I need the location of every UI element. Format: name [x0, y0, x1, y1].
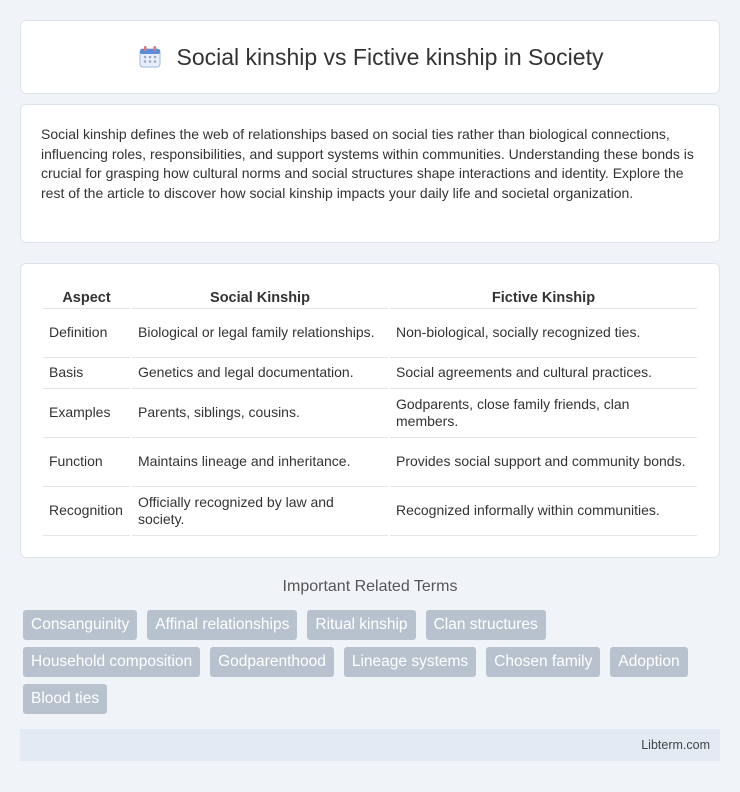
- related-terms-title: Important Related Terms: [282, 578, 458, 595]
- row-social: Biological or legal family relationships.: [132, 309, 388, 358]
- tag-household-composition[interactable]: Household composition: [23, 647, 200, 677]
- comparison-table-card: [20, 263, 720, 558]
- table-header-row: [43, 284, 697, 309]
- intro-card: [20, 104, 720, 243]
- row-fictive: Godparents, close family friends, clan members.: [390, 389, 697, 438]
- calendar-icon: [137, 44, 163, 70]
- tag-ritual-kinship[interactable]: Ritual kinship: [307, 610, 415, 640]
- row-social: Officially recognized by law and society.: [132, 487, 388, 536]
- header-social-kinship: Social Kinship: [132, 284, 388, 309]
- row-social: Maintains lineage and inheritance.: [132, 438, 388, 487]
- tag-godparenthood[interactable]: Godparenthood: [210, 647, 334, 677]
- page-title: Social kinship vs Fictive kinship in Society: [176, 43, 604, 70]
- title-card: [20, 20, 720, 94]
- header-fictive-kinship: Fictive Kinship: [390, 284, 697, 309]
- footer-site-link[interactable]: Libterm.com: [641, 738, 710, 752]
- row-fictive: Non-biological, socially recognized ties.: [390, 309, 697, 358]
- table-row: [43, 389, 697, 438]
- row-aspect: Function: [43, 438, 130, 487]
- footer: [20, 729, 720, 761]
- tag-lineage-systems[interactable]: Lineage systems: [344, 647, 476, 677]
- row-social: Parents, siblings, cousins.: [132, 389, 388, 438]
- related-terms-list: [20, 610, 720, 721]
- row-fictive: Social agreements and cultural practices.: [390, 358, 697, 389]
- table-row: [43, 358, 697, 389]
- table-row: [43, 438, 697, 487]
- row-fictive: Provides social support and community bonds.: [390, 438, 697, 487]
- intro-text: Social kinship defines the web of relationships based on social ties rather than biological connections, influencing roles, responsibilities, and support systems within communities. Understanding these bonds is crucial for grasping how cultural norms and social structures shape interactions and identity. Explore the rest of the article to discover how social kinship impacts your daily life and societal organization.: [41, 126, 694, 201]
- row-fictive: Recognized informally within communities.: [390, 487, 697, 536]
- header-aspect: Aspect: [43, 284, 130, 309]
- tag-adoption[interactable]: Adoption: [610, 647, 687, 677]
- row-aspect: Definition: [43, 309, 130, 358]
- tag-consanguinity[interactable]: Consanguinity: [23, 610, 137, 640]
- table-row: [43, 487, 697, 536]
- row-social: Genetics and legal documentation.: [132, 358, 388, 389]
- row-aspect: Recognition: [43, 487, 130, 536]
- tag-chosen-family[interactable]: Chosen family: [486, 647, 600, 677]
- comparison-table: [41, 284, 699, 536]
- tag-blood-ties[interactable]: Blood ties: [23, 684, 107, 714]
- tag-clan-structures[interactable]: Clan structures: [426, 610, 546, 640]
- tag-affinal-relationships[interactable]: Affinal relationships: [147, 610, 297, 640]
- table-row: [43, 309, 697, 358]
- row-aspect: Basis: [43, 358, 130, 389]
- row-aspect: Examples: [43, 389, 130, 438]
